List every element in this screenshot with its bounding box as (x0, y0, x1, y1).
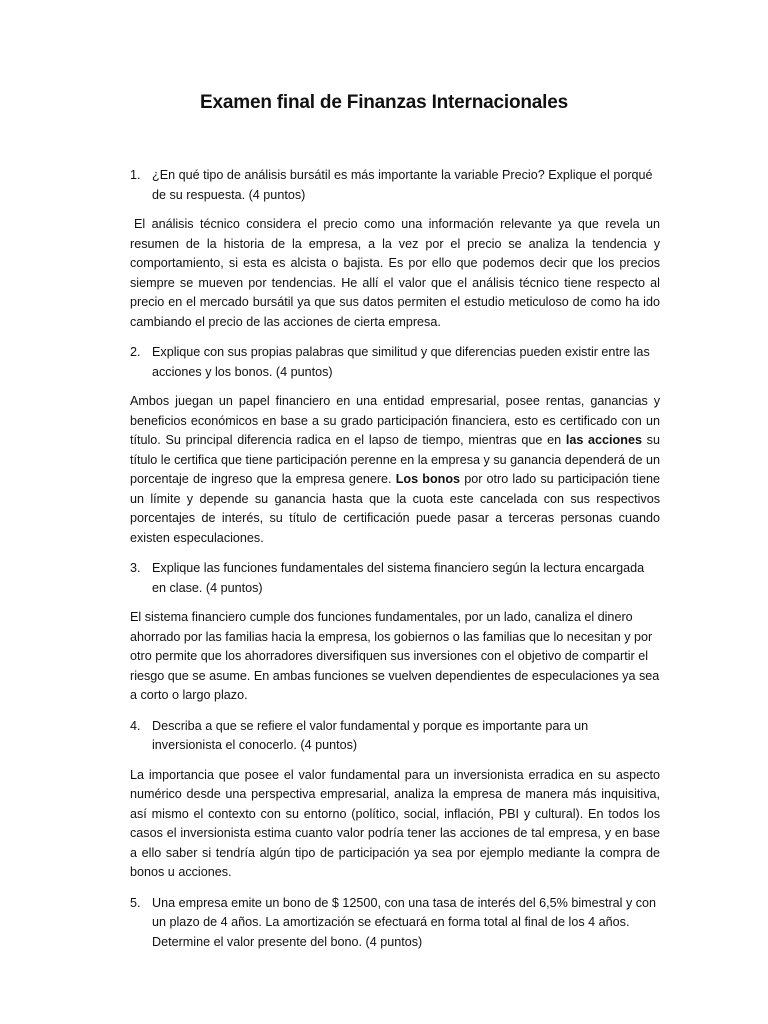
question-3 (130, 559, 660, 598)
question-1 (130, 166, 660, 205)
answer-text: por otro lado su participación tiene un límite y depende su ganancia hasta que la cuota este cancelada con sus respectivos porcentajes de interés, su título de certificación puede pasar a terceras personas cuando existen especulaciones. (130, 472, 660, 545)
answer-3: El sistema financiero cumple dos funciones fundamentales, por un lado, canaliza el dinero ahorrado por las familias hacia la empresa, los gobiernos o las familias que lo necesitan y por otro permite que los ahorradores diversifiquen sus inversiones con el objetivo de compartir el riesgo que se asume. En ambas funciones se vuelven dependientes de especulaciones ya sea a corto o largo plazo. (130, 610, 660, 702)
question-number: 5. (130, 895, 141, 910)
question-text: Explique las funciones fundamentales del sistema financiero según la lectura encargada en clase. (4 puntos) (152, 561, 645, 595)
question-number: 4. (130, 718, 141, 733)
question-2 (130, 343, 660, 382)
answer-emphasis: Los bonos (395, 472, 461, 486)
page-title: Examen final de Finanzas Internacionales (200, 92, 568, 113)
answer-1: El análisis técnico considera el precio como una información relevante ya que revela un resumen de la historia de la empresa, a la vez por el precio se analiza la tendencia y comportamiento, si esta es alcista o bajista. Es por ello que podemos decir que los precios siempre se mueven por tendencias. He allí el valor que el análisis técnico tiene respecto al precio en el mercado bursátil ya que sus datos permiten el estudio meticuloso de como ha ido cambiando el precio de las acciones de cierta empresa. (130, 217, 660, 329)
question-number: 1. (130, 168, 141, 182)
document-body (130, 166, 660, 962)
question-text: Describa a que se refiere el valor fundamental y porque es importante para un inversionista el conocerlo. (4 puntos) (152, 718, 589, 752)
question-number: 3. (130, 561, 141, 575)
question-number: 2. (130, 345, 141, 359)
answer-2 (130, 392, 660, 548)
question-5 (130, 894, 660, 953)
answer-4: La importancia que posee el valor fundamental para un inversionista erradica en su aspecto numérico desde una perspectiva empresarial, analiza la empresa de manera más inquisitiva, así mismo el contexto con su entorno (político, social, inflación, PBI y cultural). En todos los casos el inversionista estima cuanto valor podría tener las acciones de tal empresa, y en base a ello saber si tendría algún tipo de participación ya sea por ejemplo mediante la compra de bonos u acciones. (130, 767, 660, 879)
question-text: Explique con sus propias palabras que similitud y que diferencias pueden existir entre las acciones y los bonos. (4 puntos) (152, 345, 650, 379)
answer-emphasis: las acciones (565, 433, 642, 447)
question-text: Una empresa emite un bono de $ 12500, con una tasa de interés del 6,5% bimestral y con un plazo de 4 años. La amortización se efectuará en forma total al final de los 4 años. Determine el valor presente del bono. (4 puntos) (152, 895, 657, 949)
question-4 (130, 717, 660, 756)
answer-text: su título le certifica que tiene participación perenne en la empresa y su ganancia dependerá de un porcentaje de ingreso que la empresa genere. (130, 433, 660, 486)
answer-text: Ambos juegan un papel financiero en una entidad empresarial, posee rentas, ganancias y beneficios económicos en base a su grado participación financiera, esto es certificado con un título. Su principal diferencia radica en el lapso de tiempo, mientras que en (130, 394, 660, 447)
question-text: ¿En qué tipo de análisis bursátil es más importante la variable Precio? Explique el porqué de su respuesta. (4 puntos) (152, 168, 653, 202)
